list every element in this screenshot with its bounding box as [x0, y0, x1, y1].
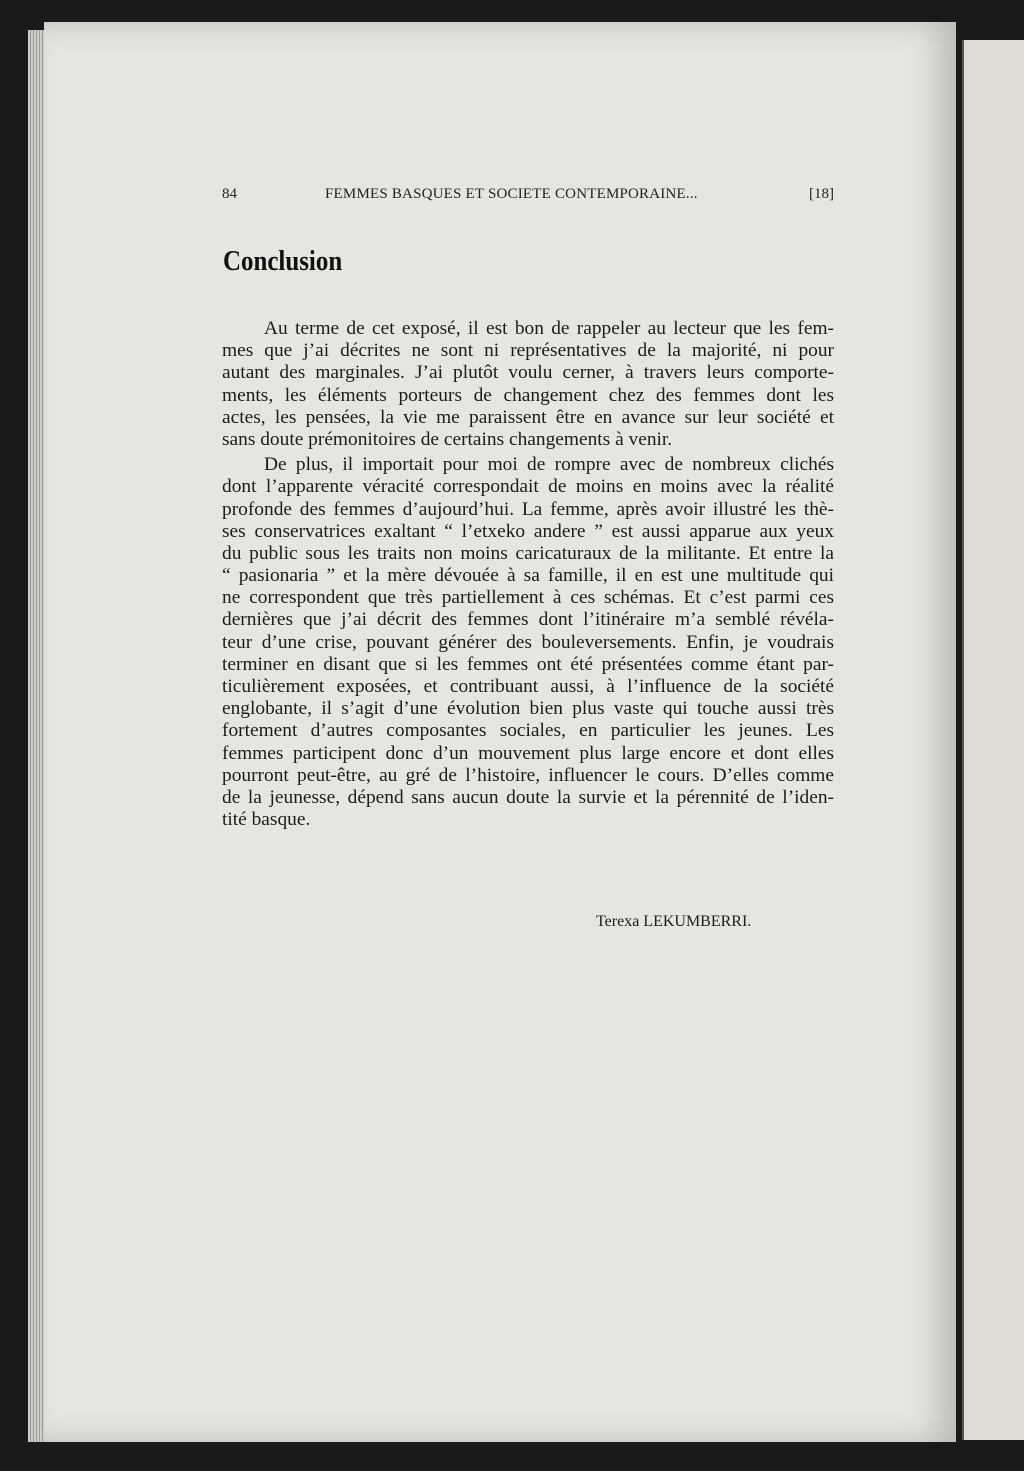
text-line: ne correspondent que très partiellement à ces schémas. Et c’est parmi ces — [222, 587, 834, 609]
text-line: De plus, il importait pour moi de rompre avec de nombreux clichés — [264, 454, 834, 476]
text-line: englobante, il s’agit d’une évolution bien plus vaste qui touche aussi très — [222, 698, 834, 720]
section-heading: Conclusion — [223, 245, 343, 277]
text-line: tité basque. — [222, 809, 311, 831]
text-line: fortement d’autres composantes sociales, en particulier les jeunes. Les — [222, 720, 834, 742]
text-line: dont l’apparente véracité correspondait de moins en moins avec la réalité — [222, 476, 834, 498]
text-line: “ pasionaria ” et la mère dévouée à sa famille, il en est une multitude qui — [222, 565, 834, 587]
text-line: profonde des femmes d’aujourd’hui. La femme, après avoir illustré les thè- — [222, 498, 834, 520]
text-line: femmes participent donc d’un mouvement plus large encore et dont elles — [222, 742, 834, 764]
text-line: actes, les pensées, la vie me paraissent être en avance sur leur société et — [222, 406, 834, 428]
body-text — [222, 318, 834, 834]
next-page-edge — [962, 40, 1024, 1440]
text-line: sans doute prémonitoires de certains changements à venir. — [222, 428, 673, 450]
page-reference: [18] — [809, 186, 834, 202]
page-number: 84 — [222, 186, 237, 202]
text-line: teur d’une crise, pouvant générer des bouleversements. Enfin, je voudrais — [222, 631, 834, 653]
text-line: mes que j’ai décrites ne sont ni représentatives de la majorité, ni pour — [222, 340, 834, 362]
author-signature: Terexa LEKUMBERRI. — [596, 913, 752, 930]
text-line: autant des marginales. J’ai plutôt voulu cerner, à travers leurs comporte- — [222, 362, 834, 384]
text-line: ticulièrement exposées, et contribuant aussi, à l’influence de la société — [222, 676, 834, 697]
paragraph — [222, 318, 834, 451]
running-header — [222, 186, 834, 208]
text-line: terminer en disant que si les femmes ont été présentées comme étant par- — [222, 653, 834, 675]
text-line: de la jeunesse, dépend sans aucun doute la survie et la pérennité de l’iden- — [222, 786, 834, 808]
text-line: ments, les éléments porteurs de changement chez des femmes dont les — [222, 384, 834, 406]
text-line: ses conservatrices exaltant “ l’etxeko andere ” est aussi apparue aux yeux — [222, 520, 834, 542]
text-line: Au terme de cet exposé, il est bon de rappeler au lecteur que les fem- — [264, 318, 834, 339]
text-line: dernières que j’ai décrit des femmes dont l’itinéraire m’a semblé révéla- — [222, 609, 834, 631]
text-line: pourront peut-être, au gré de l’histoire, influencer le cours. D’elles comme — [222, 764, 834, 786]
paragraph — [222, 454, 834, 831]
running-title: FEMMES BASQUES ET SOCIETE CONTEMPORAINE... — [325, 186, 698, 202]
text-line: du public sous les traits non moins caricaturaux de la militante. Et entre la — [222, 542, 834, 564]
